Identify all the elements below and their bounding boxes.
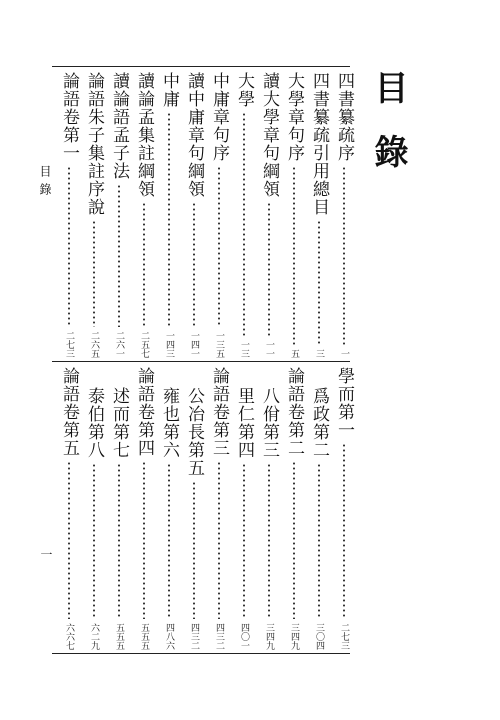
- toc-entry: [207, 72, 231, 358]
- toc-entry-title: 論語朱子集註序說: [84, 72, 104, 216]
- toc-entry-page: 一: [339, 349, 349, 358]
- toc-entry-page: 二七三: [64, 331, 74, 358]
- toc-entry-page: 四三二: [189, 623, 199, 650]
- toc-entry-page: 四八六: [164, 623, 174, 650]
- toc-entry-title: 論語卷第三: [209, 367, 229, 457]
- toc-entry-page: 一一: [264, 340, 274, 358]
- dot-leader: [68, 461, 70, 619]
- toc-entry: [332, 72, 356, 358]
- dot-leader: [293, 166, 295, 345]
- toc-entry-title: 大學: [234, 72, 254, 108]
- page-title: 目錄: [368, 70, 408, 198]
- toc-entry: [107, 367, 131, 650]
- toc-entry: [332, 367, 356, 650]
- toc-entry-title: 讀論語孟子法: [109, 72, 129, 180]
- toc-entry-page: 三四九: [264, 623, 274, 650]
- toc-entry-page: 一四三: [164, 331, 174, 358]
- top-rule: [52, 66, 350, 67]
- dot-leader: [93, 463, 95, 619]
- dot-leader: [118, 463, 120, 619]
- toc-entry-page: 六二九: [89, 623, 99, 650]
- toc-entry-page: 六六七: [64, 623, 74, 650]
- toc-entry-title: 八佾第三: [259, 387, 279, 459]
- toc-entry-page: 二七三: [339, 623, 349, 650]
- dot-leader: [293, 461, 295, 619]
- toc-entry: [132, 72, 156, 358]
- toc-entry-title: 爲政第二: [309, 387, 329, 459]
- dot-leader: [118, 184, 120, 327]
- toc-entry-page: 五五五: [139, 623, 149, 650]
- toc-entry-title: 論語卷第二: [284, 367, 304, 457]
- toc-entry-title: 泰伯第八: [84, 387, 104, 459]
- toc-entry-title: 四書纂疏序: [334, 72, 354, 162]
- middle-rule: [52, 361, 350, 362]
- dot-leader: [268, 463, 270, 619]
- toc-entry-page: 三四九: [289, 623, 299, 650]
- toc-entry-title: 讀論孟集註綱領: [134, 72, 154, 198]
- toc-entry-page: 二六五: [89, 331, 99, 358]
- toc-entry: [257, 367, 281, 650]
- toc-entry-title: 里仁第四: [234, 387, 254, 459]
- toc-entry-title: 中庸: [159, 72, 179, 108]
- toc-entry: [157, 367, 181, 650]
- dot-leader: [318, 220, 320, 345]
- dot-leader: [218, 166, 220, 327]
- toc-entry: [57, 72, 81, 358]
- toc-entry: [282, 72, 306, 358]
- toc-entry-page: 五: [289, 349, 299, 358]
- dot-leader: [268, 202, 270, 336]
- dot-leader: [143, 461, 145, 619]
- dot-leader: [193, 481, 195, 619]
- toc-entry: [307, 367, 331, 650]
- toc-entry: [57, 367, 81, 650]
- bottom-rule: [52, 653, 350, 654]
- dot-leader: [193, 202, 195, 327]
- dot-leader: [68, 166, 70, 327]
- dot-leader: [343, 443, 345, 619]
- dot-leader: [168, 463, 170, 619]
- toc-entry: [157, 72, 181, 358]
- dot-leader: [143, 202, 145, 327]
- toc-entry-page: 一三: [239, 340, 249, 358]
- dot-leader: [243, 112, 245, 336]
- toc-entry-page: 一三五: [214, 331, 224, 358]
- toc-entry-title: 學而第一: [334, 367, 354, 439]
- toc-entry: [82, 367, 106, 650]
- toc-entry-page: 三: [314, 349, 324, 358]
- dot-leader: [343, 166, 345, 345]
- toc-entry-title: 述而第七: [109, 387, 129, 459]
- toc-entry-page: 二五七: [139, 331, 149, 358]
- toc-entry: [207, 367, 231, 650]
- toc-entry: [282, 367, 306, 650]
- toc-entry-page: 五五五: [114, 623, 124, 650]
- toc-entry-title: 論語卷第四: [134, 367, 154, 457]
- toc-entry: [307, 72, 331, 358]
- dot-leader: [168, 112, 170, 327]
- toc-entry-title: 中庸章句序: [209, 72, 229, 162]
- toc-entry: [182, 367, 206, 650]
- toc-entry-page: 二六一: [114, 331, 124, 358]
- toc-entry-page: 四〇一: [239, 623, 249, 650]
- toc-entry: [232, 72, 256, 358]
- toc-entry: [107, 72, 131, 358]
- toc-entry: [232, 367, 256, 650]
- running-head: 目錄: [38, 165, 52, 201]
- toc-entry-title: 論語卷第一: [59, 72, 79, 162]
- toc-entry-title: 讀中庸章句綱領: [184, 72, 204, 198]
- dot-leader: [318, 463, 320, 619]
- toc-entry-title: 公冶長第五: [184, 387, 204, 477]
- toc-entry: [132, 367, 156, 650]
- toc-entry: [82, 72, 106, 358]
- toc-entry-title: 大學章句序: [284, 72, 304, 162]
- dot-leader: [243, 463, 245, 619]
- toc-entry: [182, 72, 206, 358]
- toc-entry-title: 雍也第六: [159, 387, 179, 459]
- toc-entry-title: 讀大學章句綱領: [259, 72, 279, 198]
- toc-entry: [257, 72, 281, 358]
- toc-entry-page: 四三二: [214, 623, 224, 650]
- dot-leader: [93, 220, 95, 327]
- toc-entry-page: 一四一: [189, 331, 199, 358]
- page-number: 一: [39, 548, 53, 560]
- toc-entry-title: 四書纂疏引用總目: [309, 72, 329, 216]
- toc-entry-page: 三〇四: [314, 623, 324, 650]
- dot-leader: [218, 461, 220, 619]
- toc-entry-title: 論語卷第五: [59, 367, 79, 457]
